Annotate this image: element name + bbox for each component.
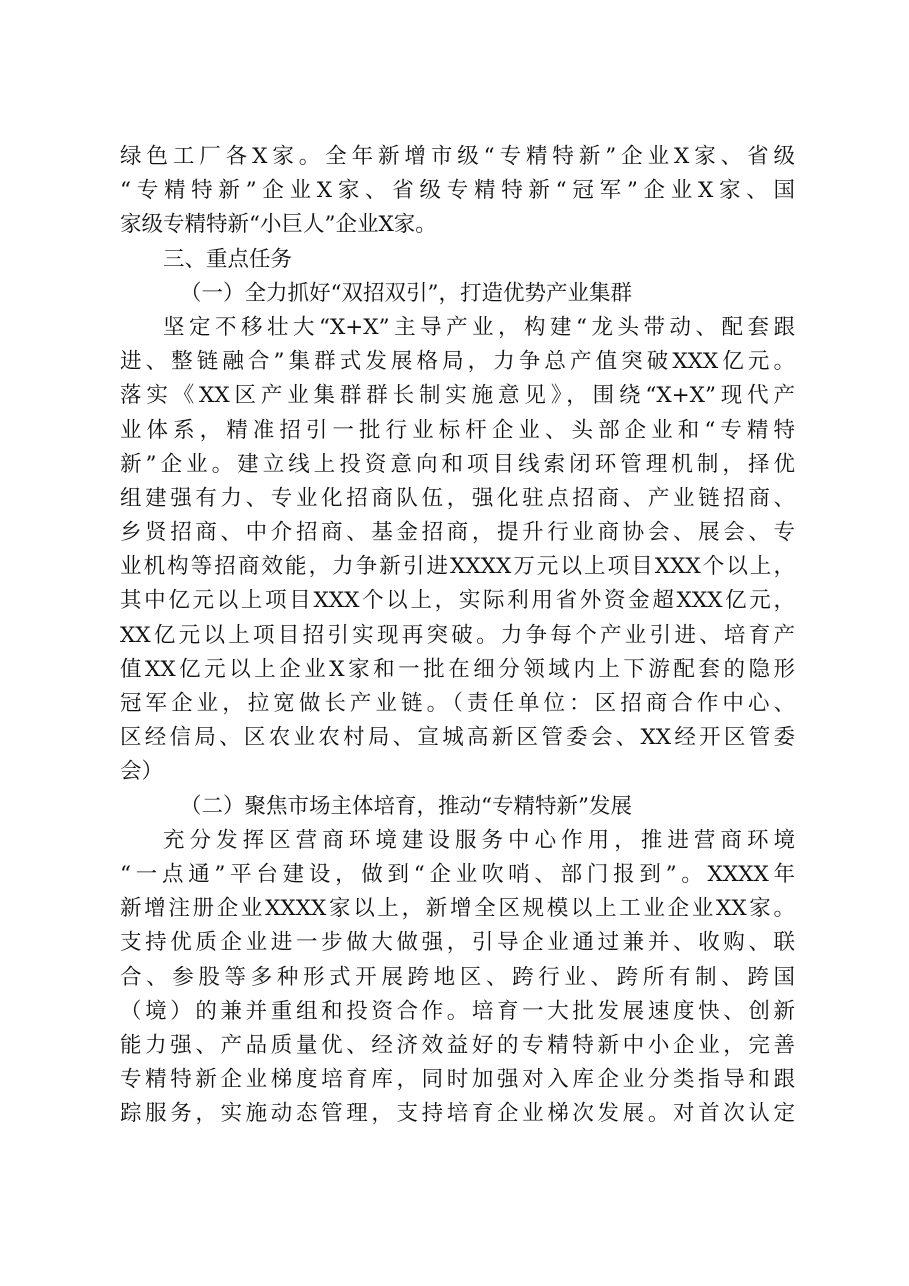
text-line: 专精特新企业梯度培育库，同时加强对入库企业分类指导和跟 [120, 1067, 795, 1093]
text-line: （一）全力抓好“双招双引”，打造优势产业集群 [180, 280, 632, 306]
text-line: 落实《XX区产业集群群长制实施意见》，围绕“X+X”现代产 [120, 383, 795, 409]
text-line: （二）聚焦市场主体培育，推动“专精特新”发展 [180, 793, 632, 819]
text-line: 能力强、产品质量优、经济效益好的专精特新中小企业，完善 [120, 1032, 795, 1058]
text-line: 绿色工厂各X家。全年新增市级“专精特新”企业X家、省级 [120, 144, 795, 169]
text-line: 业机构等招商效能，力争新引进XXXX万元以上项目XXX个以上， [120, 554, 795, 580]
text-line: 新”企业。建立线上投资意向和项目线索闭环管理机制，择优 [120, 451, 795, 477]
text-line: 合、参股等多种形式开展跨地区、跨行业、跨所有制、跨国 [120, 964, 795, 990]
text-line: （境）的兼并重组和投资合作。培育一大批发展速度快、创新 [120, 998, 795, 1024]
text-line: 踪服务，实施动态管理，支持培育企业梯次发展。对首次认定 [120, 1101, 795, 1127]
text-line: 三、重点任务 [163, 246, 293, 272]
text-line: 坚定不移壮大“X+X”主导产业，构建“龙头带动、配套跟 [163, 314, 795, 340]
text-line: 进、整链融合”集群式发展格局，力争总产值突破XXX亿元。 [120, 349, 795, 375]
text-line: 值XX亿元以上企业X家和一批在细分领域内上下游配套的隐形 [120, 656, 795, 682]
text-line: “一点通”平台建设，做到“企业吹哨、部门报到”。XXXX年 [120, 861, 795, 887]
text-line: 业体系，精准招引一批行业标杆企业、头部企业和“专精特 [120, 417, 795, 443]
text-line: 支持优质企业进一步做大做强，引导企业通过兼并、收购、联 [120, 930, 795, 956]
text-line: “专精特新”企业X家、省级专精特新“冠军”企业X家、国 [120, 178, 795, 204]
text-line: 组建强有力、专业化招商队伍，强化驻点招商、产业链招商、 [120, 485, 795, 511]
text-line: 新增注册企业XXXX家以上，新增全区规模以上工业企业XX家。 [120, 896, 795, 922]
text-line: 家级专精特新“小巨人”企业X家。 [120, 212, 437, 238]
text-line: 其中亿元以上项目XXX个以上，实际利用省外资金超XXX亿元， [120, 588, 795, 614]
text-line: 充分发挥区营商环境建设服务中心作用，推进营商环境 [163, 827, 795, 853]
document-body [120, 140, 795, 1131]
text-line: 会） [120, 759, 164, 785]
text-line: 区经信局、区农业农村局、宣城高新区管委会、XX经开区管委 [120, 725, 795, 751]
text-line: XX亿元以上项目招引实现再突破。力争每个产业引进、培育产 [120, 622, 795, 648]
text-line: 乡贤招商、中介招商、基金招商，提升行业商协会、展会、专 [120, 520, 795, 546]
text-line: 冠军企业，拉宽做长产业链。（责任单位：区招商合作中心、 [120, 691, 795, 716]
